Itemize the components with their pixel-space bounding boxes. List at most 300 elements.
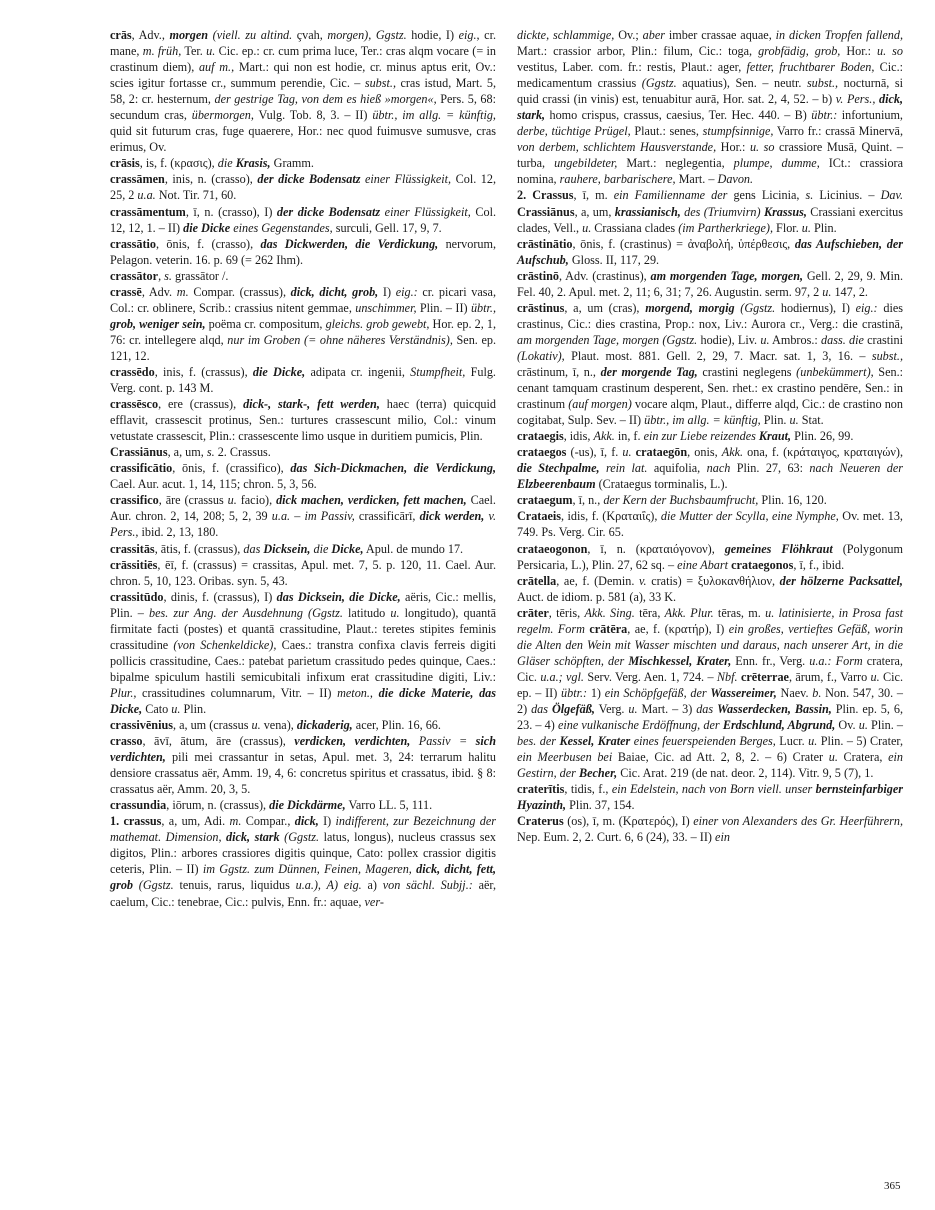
entry-text: Gell. 2, 29, 9. Min. Fel. 40, 2. Apul. met. 2, 11; 6, 31; 7, 26. Augustin. serm. 97, 2 [517,268,903,299]
entry-text: Plaut.: senes, [630,124,703,139]
entry-text: u. [870,669,880,684]
entry-headword: Craterus [517,814,564,829]
entry-text: dick, stark, [517,92,904,123]
entry-text: krassianisch, [614,204,681,219]
entry-text: u.a. [137,188,156,203]
entry-text: u. [789,413,799,428]
entry-text: in, f. [614,429,644,444]
entry-text: ungebildeter, [554,156,618,171]
entry-text: , idis, [563,429,594,444]
entry-text: , tidis, f., [564,782,612,797]
entry-text: dick, dicht, fett, grob [110,862,497,893]
entry-text: Plin. ep. 5, 6, 23. – 4) [517,701,904,733]
entry-text: quid sit futurum cras, fuge quaerere, Hor.: nec quod fuimusve sumusve, cras erimus, Ov. [110,124,496,155]
entry-text: s. [805,188,814,203]
entry-headword: crassivēnius [110,718,173,733]
dictionary-entry [517,187,903,235]
entry-text: hodie, I) [406,28,459,42]
entry-text: Erdschlund, Abgrund, [722,718,836,733]
entry-text: çvah, [296,28,328,42]
entry-text: Varro LL. 5, 111. [345,798,433,813]
entry-text: longitudo), quantā firmitate facti (postes) et quantā crassitudine, Plaut.: teretes stipites feminis crassitudine [110,605,496,652]
entry-text: Stat. [798,413,824,428]
entry-text: am morgenden Tage, morgen (Ggstz. [517,332,698,347]
entry-text: die Dicke [183,220,231,235]
entry-text: nach Neueren der [809,461,903,476]
entry-text: Akk. [593,429,615,444]
entry-headword: crataegonos [731,557,794,572]
entry-text: u. [251,718,261,733]
entry-text: dass. die [821,332,864,347]
entry-text: dick machen, verdicken, fett machen, [276,493,467,508]
entry-text: , ae, f. (κρατήρ), I) [627,621,729,636]
entry-text: nur im Groben (= ohne näheres Verständnis), [227,332,453,347]
entry-text: imber crassae aquae, [665,28,776,42]
entry-text: (os), ī, m. (Κρατερός), I) [563,814,694,829]
entry-text: , inis, f. (crassus), [154,364,253,379]
entry-headword: crataegum [517,493,573,508]
entry-text: meton., [337,685,373,700]
entry-text: ein Gestirn, der [517,750,903,781]
dictionary-entry [110,492,496,540]
entry-text: , ī, n. (κραταιόγονον), [587,541,725,556]
entry-text: die Dicke, [252,364,306,379]
entry-text: die Stechpalme, [517,461,600,476]
entry-text: Sen.: cenant tamquam crastinum desperent, Sen. rhet.: ex crastino pendēre, Sen.: in crastinum [517,364,904,412]
entry-text: , ārum, f., Varro [788,669,871,684]
entry-text: Gramm. [270,156,314,171]
entry-text: (Ggstz. [133,878,174,893]
dictionary-entry [110,813,496,909]
entry-text: Cael. Aur. chron. 2, 14, 208; 5, 2, 39 [110,493,496,524]
entry-text: u.a.; vgl. [540,669,584,684]
entry-text: (auf morgen) [568,397,632,412]
entry-text: , onis, [687,445,722,460]
dictionary-entry [517,236,903,268]
entry-text: , ōnis, f. (crastinus) = ἀναβολή, ὑπέρθεσις, [572,236,795,251]
entry-text: ein Edelstein, nach von Born viell. unser [611,782,816,797]
entry-headword: Crassiānus [110,445,168,460]
entry-text: rein lat. [599,461,648,476]
entry-text: nocturnā, si quid crassi (in vinis) est, tenuabitur aurā, Hor. sat. 2, 4, 52. – b) [517,76,903,107]
entry-text: vestitus, Laber. com. fr.: restis, Plaut.: ager, [517,60,747,75]
entry-text: übermorgen, [191,108,254,123]
entry-text: morgen), Ggstz. [327,28,407,42]
entry-text: grob, weniger sein, [110,316,206,331]
entry-text: ICt.: crassiora nomina, [517,156,904,187]
entry-text: Davon. [717,172,754,187]
entry-text: fetter, fruchtbarer Boden, [746,60,875,75]
entry-text: u. [622,445,632,460]
entry-text: crāstinum, ī, n., [517,364,601,379]
entry-text: dick, stark [226,830,280,845]
entry-text: s. [206,445,215,460]
entry-text: acer, Plin. 16, 66. [352,718,441,733]
entry-text: (im Partherkriege), [678,220,773,235]
entry-text: eig.: [855,300,878,315]
entry-text: m. [229,814,242,829]
entry-text: bernsteinfarbiger Hyazinth, [517,782,903,813]
entry-text: morgen [169,28,209,42]
entry-headword: crātēra [589,621,628,636]
entry-text: ver- [364,894,384,909]
entry-text: gleichs. grob gewebt, [325,316,430,331]
entry-text: u.a.: Form [809,653,863,668]
entry-text: (von Schenkeldicke), [173,637,277,652]
entry-text: Gloss. II, 117, 29. [568,252,660,267]
entry-text: tēras, m. [713,605,766,620]
entry-text: Cic. Arat. 219 (de nat. deor. 2, 114). Vitr. 9, 5 (7), 1. [617,766,874,781]
entry-text: Cic. ep.: cr. cum prima luce, Ter.: cras alqm vocare (= in crastinum diem), [110,44,496,75]
entry-headword: crāter [517,605,549,620]
entry-text: Hor.: [716,140,750,155]
entry-headword: crassifico [110,493,159,508]
entry-text: Plin. 27, 63: [730,461,810,476]
entry-text: Plin. – II) [416,300,471,315]
entry-text: facio), [236,493,277,508]
entry-text: Elzbeerenbaum [517,477,596,492]
entry-text: Mart. – 3) [637,701,697,716]
entry-text: u. so [749,140,775,155]
entry-text: Crassiani exercitus clades, Vell., [517,204,903,235]
entry-headword: crassificātio [110,461,173,476]
entry-text: Sen. ep. 121, 12. [110,332,496,363]
dictionary-entry [110,797,496,813]
entry-text: die [217,156,236,171]
entry-headword: crassātio [110,236,157,251]
entry-text: Hor. ep. 2, 1, 76: cr. intellegere alqd, [110,316,496,347]
entry-text: Wassereimer, [710,685,777,700]
dictionary-entry [517,781,903,813]
left-column [110,27,496,910]
entry-text: von derbem, schlichtem Hausverstande, [517,140,717,155]
entry-headword: craterītis [517,782,565,797]
entry-text: aber [642,28,665,42]
entry-text: Dav. [880,188,904,203]
dictionary-entry [110,27,496,155]
entry-text: übtr., [470,300,496,315]
dictionary-entry [517,268,903,300]
entry-text: Enn. fr., Verg. [731,653,810,668]
entry-text: dies crastinus, Cic.: dies crastina, Prop.: nox, Liv.: Aurora cr., Verg.: die crastinā, [517,300,903,331]
dictionary-entry [517,492,903,508]
entry-text: eine Abart [677,557,729,572]
entry-text: u. [828,750,838,765]
dictionary-entry [517,428,903,444]
entry-text: der morgende Tag, [600,364,698,379]
entry-text: crassitudines columnarum, Vitr. – II) [136,685,338,700]
entry-text: gens Licinia, [727,188,806,203]
dictionary-entry [110,589,496,717]
entry-text: Licinius. – [813,188,881,203]
entry-text: aër, caelum, Cic.: tenebrae, Cic.: pulvis, Enn. fr.: aquae, [110,878,496,909]
entry-text: crassificārī, [354,509,420,524]
dictionary-entry [517,27,903,187]
entry-text: des (Triumvirn) [680,204,764,219]
dictionary-entry [110,460,496,492]
entry-text: b. [812,685,822,700]
entry-text: , ae, f. (Demin. [556,573,640,588]
entry-text: u. [801,220,811,235]
entry-text: Plin. [760,413,790,428]
entry-text: aquifolia, [647,461,707,476]
entry-text: latus, longus), nucleus crassus sex digitos, Plin.: arbores crassiores digitis quinque, Cato: pollex crassior digitis ceteris, Plin. – II) [110,830,497,877]
entry-text: bes. der [517,734,560,749]
entry-text: das [531,701,552,716]
dictionary-entry [110,557,496,589]
entry-text: , ōnis, f. (crasso), [156,236,261,251]
entry-headword: crās [110,28,132,42]
entry-text: cr. picari vasa, Col.: cr. oblinere, Scrib.: crassius nitent gemmae, [110,284,496,315]
entry-text: Plin. – [867,718,903,733]
entry-headword: crāssitiēs [110,557,158,572]
entry-text: , āre (crassus [158,493,228,508]
entry-text: übtr., im allg. = künftig, [372,108,496,123]
entry-text: der hölzerne Packsattel, [779,573,903,588]
dictionary-entry [110,155,496,171]
entry-headword: crassāmentum [110,204,186,219]
dictionary-entry [110,204,496,236]
entry-text: (viell. zu altind. [208,28,297,42]
entry-text: (Ggstz. [734,300,776,315]
entry-text: Compar., [241,814,295,829]
entry-text: cratera, Cic. [517,653,903,684]
entry-text: Auct. de idiom. p. 581 (a), 33 K. [517,589,677,604]
entry-text: u. [390,605,400,620]
entry-text: u. [760,332,770,347]
entry-text: ein großes, vertieftes Gefäß, worin die Alten den Wein mit Wasser mischten und daraus, nach unserer Art, in die Gläser schöpften, der [517,621,904,668]
entry-text: Akk. [721,445,744,460]
entry-text: nach [706,461,731,476]
entry-text: , Adv. (crastinus), [558,268,651,283]
entry-text: Plin. [180,701,207,716]
entry-text: Mart.: qui non est hodie, cr. minus aptus erit, Ov.: scies igitur fortasse cr., summum perendie, Cic. – [110,60,497,91]
entry-text: u. [858,718,868,733]
entry-text: rauhere, barbarischere, [559,172,676,187]
entry-text: (unbekümmert), [796,364,874,379]
dictionary-entry [517,444,903,492]
entry-text: u. [227,493,237,508]
entry-text: a) [361,878,383,893]
entry-text: unschimmer, [355,300,417,315]
entry-text: übtr.: [561,685,588,700]
entry-text: Apul. de mundo 17. [363,541,464,556]
entry-text: u.a. – im Passiv, [271,509,355,524]
entry-text: , ī, n. (crasso), I) [185,204,277,219]
entry-text: tēra, [634,605,665,620]
entry-text: haec (terra) quicquid efflavit, crassescit protinus, Sen.: turtures crassescunt milio, Col.: vinum vetustate crassescit, Plin.: crassescente limo usque in duritiem pumicis, Plin. [110,397,496,444]
entry-text: , ere (crassus), [158,397,244,412]
entry-text: surculi, Gell. 17, 9, 7. [332,220,442,235]
entry-text: aquatius), Sen. – neutr. [676,76,807,91]
entry-text: u. [808,734,818,749]
entry-headword: crēterrae [740,669,789,684]
entry-text: Ter. [181,44,207,59]
entry-text: die dicke Materie, das Dicke, [110,685,497,716]
entry-text: Nep. Eum. 2, 2. Curt. 6, 6 (24), 33. – II) [517,830,716,845]
entry-text: das [243,541,264,556]
entry-headword: crasso [110,734,143,749]
entry-text: I) [318,814,336,829]
entry-headword: crātella [517,573,557,588]
dictionary-entry [110,171,496,203]
entry-text: dick, [294,814,319,829]
entry-text: (Crataegus torminalis, L.). [595,477,728,492]
entry-text: Vulg. Tob. 8, 3. – II) [253,108,373,123]
dictionary-entry [110,444,496,460]
entry-text: Cato [142,701,172,716]
entry-text: Varro fr.: crassā Minervā, [773,124,903,139]
entry-text: , Adv. [141,284,177,299]
entry-text: crastini [863,332,903,347]
entry-text: Mart.: neglegentia, [617,156,734,171]
entry-text: , a, um, [167,445,207,460]
dictionary-entry [517,813,903,845]
entry-text: Lucr. [775,734,809,749]
entry-text: , ī, n., [572,493,604,508]
entry-headword: crāsis [110,156,140,171]
entry-text: dick werden, [419,509,485,524]
entry-text: u.a.), A) eig. [295,878,362,893]
entry-text: ein Familienname der [613,188,728,203]
entry-text: Nbf. [716,669,738,684]
entry-text: hodiernus), I) [775,300,856,315]
entry-text: Baiae, Cic. ad Att. 2, 8, 2. – 6) Crater [612,750,829,765]
entry-text: , a, um (crassus [172,718,252,733]
entry-headword: 2. Crassus [517,188,574,203]
entry-text: die [310,541,332,556]
entry-text: Akk. Plur. [664,605,714,620]
entry-text: subst., [806,76,839,91]
dictionary-entry [517,605,903,782]
entry-headword: crataegos [517,445,567,460]
entry-text: Col. 12, 12, 1. – II) [110,204,496,235]
entry-text: Plin. 16, 120. [758,493,827,508]
entry-text: Mart.: crassior arbor, Plin.: filum, Cic.: toga, [517,44,759,59]
entry-text: Flor. [773,220,802,235]
entry-text: cr. mane, [110,28,497,59]
entry-text: das Dicksein, die Dicke, [276,589,401,604]
entry-text: einer von Alexanders des Gr. Heerführern, [693,814,904,829]
entry-text: Pers. 5, 68: secundum cras, [110,92,497,123]
entry-text: Naev. [776,685,813,700]
entry-text: Ov. met. 13, 749. Ps. Verg. Cir. 65. [517,509,903,540]
entry-text: adipata cr. ingenii, [305,364,411,379]
page-number: 365 [884,1180,901,1192]
entry-text: der dicke Bodensatz [276,204,381,219]
entry-text: , a, um, Adi. [161,814,230,829]
entry-text: poëma cr. compositum, [205,316,326,331]
entry-text: , tēris, [548,605,585,620]
entry-text: auf m., [198,60,235,75]
entry-text: das Sich-Dickmachen, die Verdickung, [290,461,496,476]
dictionary-entry [517,300,903,428]
entry-text: stumpfsinnige, [702,124,774,139]
entry-text: (Polygonum Persicaria, L.), Plin. 27, 62 sq. – [517,541,903,572]
entry-text: Kessel, Krater [559,734,631,749]
entry-text: Crassiana clades [591,220,679,235]
entry-headword: crataeogonon [517,541,588,556]
entry-text: u. [582,220,592,235]
entry-headword: 1. crassus [110,814,162,829]
entry-headword: crassundia [110,798,167,813]
entry-text: pili mei crassantur in setas, Apul. met. 3, 24: terrarum halitu densiore crassatus aër, Amm. 19, 4, 6: concretus spiritus et crassatus, ibid. § 8: crassatus aër, Amm. 20, 3, 5. [110,750,496,797]
entry-text: sich verdichten, [110,734,496,765]
entry-text: v. [639,573,647,588]
entry-headword: crassē [110,284,142,299]
entry-text: dick, dicht, grob, [290,284,379,299]
entry-text: dick-, stark-, fett werden, [243,397,380,412]
entry-text: das Aufschieben, der Aufschub, [517,236,903,267]
entry-text: dickte, schlammige, [517,28,615,42]
entry-text: subst., [871,348,903,363]
entry-text: Cic.: medicamentum crassius [517,60,903,91]
entry-text: , dinis, f. (crassus), I) [163,589,277,604]
entry-text: morgend, morgig [645,300,735,315]
dictionary-entry [517,508,903,540]
entry-text: , ōnis, f. (crassifico), [172,461,291,476]
entry-text: (-us), ī, f. [566,445,623,460]
entry-headword: crassitūdo [110,589,164,604]
entry-text: , idis, f. (Κραταιΐς), [561,509,661,524]
entry-text: cras istud, Mart. 5, 58, 2: cr. hesternum, [110,76,497,107]
entry-text: von sächl. Subjj.: [382,878,473,893]
entry-text: 1) [587,685,605,700]
entry-text: Verg. [594,701,629,716]
entry-text: Kraut, [758,429,792,444]
entry-text: (Lokativ), [517,348,565,363]
entry-text: tenuis, rarus, liquidus [173,878,296,893]
entry-text: grassātor /. [171,268,229,283]
entry-text: , āvī, ātum, āre (crassus), [142,734,295,749]
entry-text: Plin. [810,220,837,235]
entry-text: , ī, m. [573,188,614,203]
entry-text: vocare alqm, Plaut., differre alqd, Cic.: de crastino non cogitabat, Sulp. Sev. – II) [517,397,903,428]
entry-text: , iōrum, n. (crassus), [166,798,270,813]
entry-text: im Ggstz. zum Dünnen, Feinen, Mageren, [202,862,412,877]
entry-text: ona, f. (κράταιγος, κραταιγών), [743,445,903,460]
entry-text: u. [628,701,638,716]
entry-text: die Mutter der Scylla, eine Nymphe, [660,509,839,524]
entry-headword: crassātor [110,268,159,283]
entry-text: Akk. Sing. [584,605,635,620]
entry-headword: crāstinātio [517,236,573,251]
entry-text: Ov.; [614,28,643,42]
entry-text: Becher, [578,766,618,781]
entry-headword: crassēsco [110,397,159,412]
entry-text: das [696,701,718,716]
entry-text: (Ggstz. [641,76,677,91]
entry-headword: crassāmen [110,172,165,187]
entry-text: der Kern der Buchsbaumfrucht, [603,493,759,508]
entry-text: Cael. Aur. acut. 1, 14, 115; chron. 5, 3, 56. [110,477,317,492]
dictionary-entry [110,717,496,733]
entry-text: Hor.: [840,44,878,59]
entry-headword: crāstinō [517,268,559,283]
entry-text: Compar. (crassus), [188,284,291,299]
dictionary-entry [110,284,496,364]
entry-text: Stumpfheit, [410,364,466,379]
entry-text: cratis) = ξυλοκανθήλιον, [646,573,780,588]
entry-text: ein Meerbusen bei [517,750,613,765]
entry-headword: Crataeis [517,509,561,524]
entry-text: Cratera, [837,750,889,765]
entry-text: Plin. – 5) Crater, [817,734,904,749]
entry-text: s. [164,268,172,283]
dictionary-entry [517,573,903,605]
entry-headword: crassitās [110,541,155,556]
entry-text: infortunium, [837,108,903,123]
